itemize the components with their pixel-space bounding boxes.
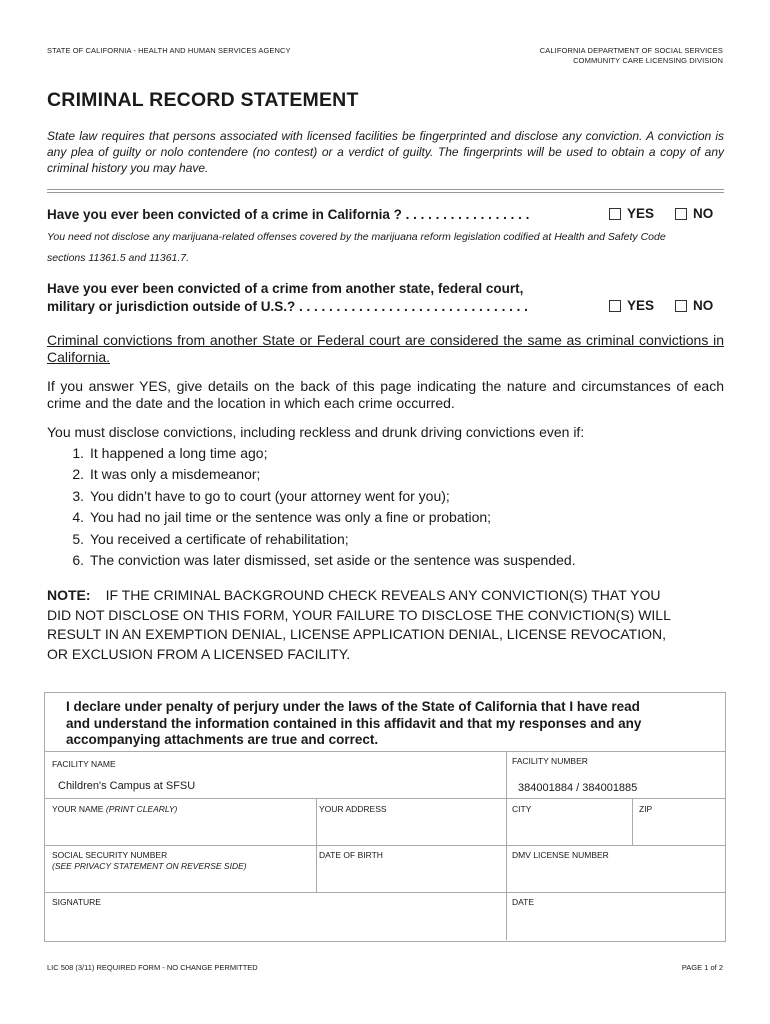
question-other-jurisdiction (47, 280, 528, 316)
note-label: NOTE: (47, 587, 91, 603)
list-item: 2. It was only a misdemeanor; (72, 466, 261, 483)
zip-label: ZIP (639, 804, 653, 814)
details-instruction: If you answer YES, give details on the back of this page indicating the nature and circumstances of each crime and the date and the location in which each crime occurred. (47, 378, 724, 411)
facility-name-label: FACILITY NAME (52, 759, 116, 769)
marijuana-note (47, 227, 666, 269)
date-of-birth-label: DATE OF BIRTH (319, 850, 383, 860)
page-number: PAGE 1 of 2 (681, 963, 723, 972)
q1-yes-label: YES (627, 206, 655, 221)
dmv-license-label: DMV LICENSE NUMBER (512, 850, 609, 860)
same-as-california-text: Criminal convictions from another State or Federal court are considered the same as criminal convictions in California. (47, 332, 724, 365)
marijuana-note-line: sections 11361.5 and 11361.7. (47, 252, 190, 264)
zip-field[interactable] (633, 799, 724, 845)
q1-no-label: NO (693, 206, 714, 221)
declaration-line: accompanying attachments are true and correct. (66, 732, 379, 747)
disclose-list (40, 443, 730, 571)
signature-field[interactable] (45, 893, 505, 939)
checkbox-icon[interactable] (675, 300, 687, 312)
your-name-label: YOUR NAME (52, 804, 104, 814)
list-item: 3. You didn’t have to go to court (your attorney went for you); (72, 487, 450, 504)
city-label: CITY (512, 804, 532, 814)
q2-no-label: NO (693, 298, 714, 313)
divider (47, 192, 724, 193)
department-name: CALIFORNIA DEPARTMENT OF SOCIAL SERVICES (539, 46, 723, 55)
intro-text: State law requires that persons associated with licensed facilities be fingerprinted and disclose any conviction. A conviction is any plea of guilty or nolo contendere (no contest) or a verdict of guilty. The fingerprints will be used to obtain a copy of any criminal history you may have. (47, 129, 724, 175)
facility-number-label: FACILITY NUMBER (512, 756, 588, 766)
question-line: Have you ever been convicted of a crime from another state, federal court, (47, 281, 524, 296)
q1-yes-option[interactable] (609, 206, 654, 221)
facility-name-value: Children's Campus at SFSU (58, 780, 196, 792)
note-line: IF THE CRIMINAL BACKGROUND CHECK REVEALS ANY CONVICTION(S) THAT YOU (105, 587, 661, 603)
dmv-license-field[interactable] (507, 846, 724, 892)
facility-number-value: 384001884 / 384001885 (518, 782, 638, 794)
note-line: DID NOT DISCLOSE ON THIS FORM, YOUR FAILURE TO DISCLOSE THE CONVICTION(S) WILL (47, 606, 671, 623)
date-of-birth-field[interactable] (317, 846, 505, 892)
list-item: 1. It happened a long time ago; (72, 445, 268, 461)
declaration-text (66, 699, 716, 749)
form-number: LIC 508 (3/11) REQUIRED FORM - NO CHANGE PERMITTED (47, 963, 258, 972)
your-name-hint: (PRINT CLEARLY) (105, 804, 178, 814)
disclose-intro: You must disclose convictions, including reckless and drunk driving convictions even if: (47, 424, 585, 440)
facility-name-field[interactable] (45, 752, 505, 798)
ssn-hint: (SEE PRIVACY STATEMENT ON REVERSE SIDE) (52, 861, 247, 871)
form-title: CRIMINAL RECORD STATEMENT (47, 89, 359, 111)
declaration-line: and understand the information contained in this affidavit and that my responses and any (66, 715, 642, 731)
your-name-field[interactable] (45, 799, 315, 845)
note-line: OR EXCLUSION FROM A LICENSED FACILITY. (47, 645, 351, 662)
checkbox-icon[interactable] (609, 208, 621, 220)
q2-yes-option[interactable] (609, 298, 654, 313)
divider (47, 189, 724, 190)
ssn-field[interactable] (45, 846, 315, 892)
q2-no-option[interactable] (675, 298, 713, 313)
q1-no-option[interactable] (675, 206, 713, 221)
list-item: 5. You received a certificate of rehabilitation; (72, 530, 349, 547)
note-warning (47, 586, 737, 664)
date-field[interactable] (507, 893, 724, 939)
marijuana-note-line: You need not disclose any marijuana-related offenses covered by the marijuana reform legislation codified at Health and Safety Code (47, 231, 666, 243)
checkbox-icon[interactable] (609, 300, 621, 312)
agency-header: STATE OF CALIFORNIA - HEALTH AND HUMAN SERVICES AGENCY (47, 46, 291, 55)
list-item: 6. The conviction was later dismissed, set aside or the sentence was suspended. (72, 552, 576, 569)
question-california: Have you ever been convicted of a crime in California ? . . . . . . . . . . . . . . . . . (47, 207, 530, 222)
city-field[interactable] (507, 799, 631, 845)
q2-yes-label: YES (627, 298, 655, 313)
date-label: DATE (512, 897, 535, 907)
ssn-label: SOCIAL SECURITY NUMBER (52, 850, 168, 860)
question-line: military or jurisdiction outside of U.S.? . . . . . . . . . . . . . . . . . . . . . . . . . . . . . . . (47, 299, 528, 314)
department-header (540, 46, 723, 66)
division-name: COMMUNITY CARE LICENSING DIVISION (573, 56, 723, 65)
checkbox-icon[interactable] (675, 208, 687, 220)
your-address-field[interactable] (317, 799, 505, 845)
note-line: RESULT IN AN EXEMPTION DENIAL, LICENSE APPLICATION DENIAL, LICENSE REVOCATION, (47, 626, 667, 642)
list-item: 4. You had no jail time or the sentence was only a fine or probation; (72, 509, 492, 526)
declaration-line: I declare under penalty of perjury under the laws of the State of California that I have read (66, 699, 640, 714)
signature-label: SIGNATURE (52, 897, 101, 907)
your-address-label: YOUR ADDRESS (319, 804, 387, 814)
facility-number-field[interactable] (507, 752, 724, 798)
